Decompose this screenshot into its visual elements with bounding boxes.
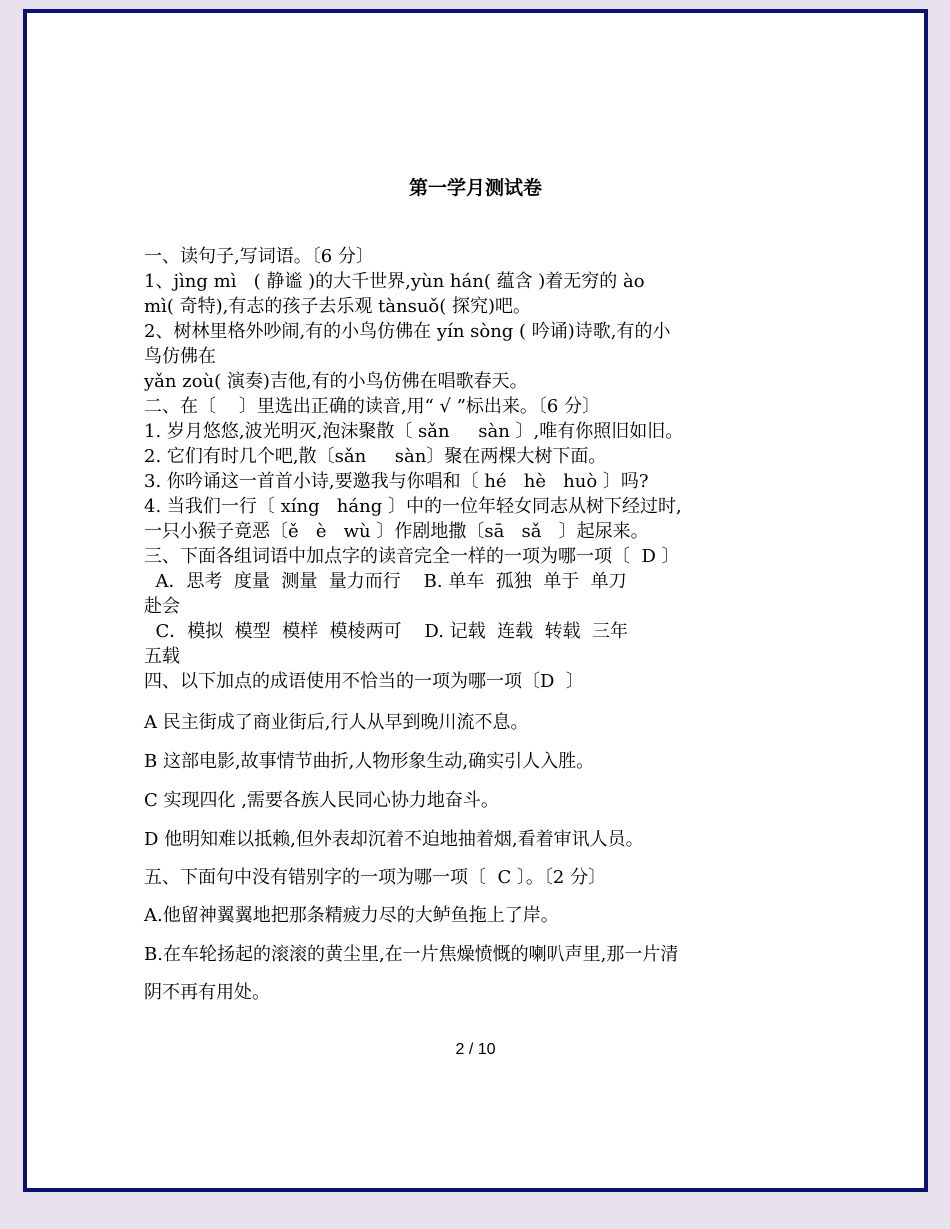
section-5-heading: 五、下面句中没有错别字的一项为哪一项〔 C 〕。〔2 分〕 bbox=[144, 867, 607, 888]
page-title: 第一学月测试卷 bbox=[408, 177, 542, 199]
text-line: 2. 它们有时几个吧,散〔sǎn sàn〕聚在两棵大树下面。 bbox=[144, 446, 607, 467]
text-line: 4. 当我们一行〔 xíng háng 〕中的一位年轻女同志从树下经过时, bbox=[144, 496, 682, 517]
section-2-heading: 二、在〔 〕里选出正确的读音,用“ √ ”标出来。〔6 分〕 bbox=[144, 396, 601, 417]
text-line: 鸟仿佛在 bbox=[144, 346, 216, 367]
text-line: B 这部电影,故事情节曲折,人物形象生动,确实引人入胜。 bbox=[144, 751, 595, 772]
section-1-heading: 一、读句子,写词语。〔6 分〕 bbox=[144, 246, 374, 267]
text-line: D 他明知难以抵赖,但外表却沉着不迫地抽着烟,看着审讯人员。 bbox=[144, 829, 644, 850]
text-line: 一只小猴子竟恶〔ě è wù 〕作剧地撒〔sā sǎ 〕起尿来。 bbox=[144, 521, 649, 542]
text-line: 赴会 bbox=[144, 596, 180, 617]
text-line: yǎn zoù( 演奏)吉他,有的小鸟仿佛在唱歌春天。 bbox=[144, 371, 528, 392]
page-number: 2 / 10 bbox=[455, 1041, 496, 1058]
text-line: A.他留神翼翼地把那条精疲力尽的大鲈鱼拖上了岸。 bbox=[144, 905, 559, 926]
section-4-heading: 四、以下加点的成语使用不恰当的一项为哪一项〔D 〕 bbox=[144, 671, 584, 692]
document-page bbox=[23, 9, 928, 1192]
text-line: A．思考 度量 测量 量力而行 B. 单车 孤独 单于 单刀 bbox=[144, 571, 627, 592]
text-line: C．模拟 模型 模样 模棱两可 D. 记载 连载 转载 三年 bbox=[144, 621, 628, 642]
text-line: 阴不再有用处。 bbox=[144, 982, 270, 1003]
text-line: 五载 bbox=[144, 646, 180, 667]
text-line: 2、树林里格外吵闹,有的小鸟仿佛在 yín sòng ( 吟诵)诗歌,有的小 bbox=[144, 321, 671, 342]
text-line: 1、jìng mì ( 静谧 )的大千世界,yùn hán( 蕴含 )着无穷的 ào bbox=[144, 271, 645, 292]
text-line: 1. 岁月悠悠,波光明灭,泡沫聚散〔 sǎn sàn 〕,唯有你照旧如旧。 bbox=[144, 421, 684, 442]
section-3-heading: 三、下面各组词语中加点字的读音完全一样的一项为哪一项〔 D 〕 bbox=[144, 546, 680, 567]
text-line: C 实现四化 ,需要各族人民同心协力地奋斗。 bbox=[144, 790, 499, 811]
text-line: mì( 奇特),有志的孩子去乐观 tànsuǒ( 探究)吧。 bbox=[144, 296, 532, 317]
text-line: 3. 你吟诵这一首首小诗,要邀我与你唱和〔 hé hè huò 〕吗? bbox=[144, 471, 649, 492]
text-line: A 民主街成了商业街后,行人从早到晚川流不息。 bbox=[144, 712, 529, 733]
text-line: B.在车轮扬起的滚滚的黄尘里,在一片焦燥愤慨的喇叭声里,那一片清 bbox=[144, 944, 679, 965]
